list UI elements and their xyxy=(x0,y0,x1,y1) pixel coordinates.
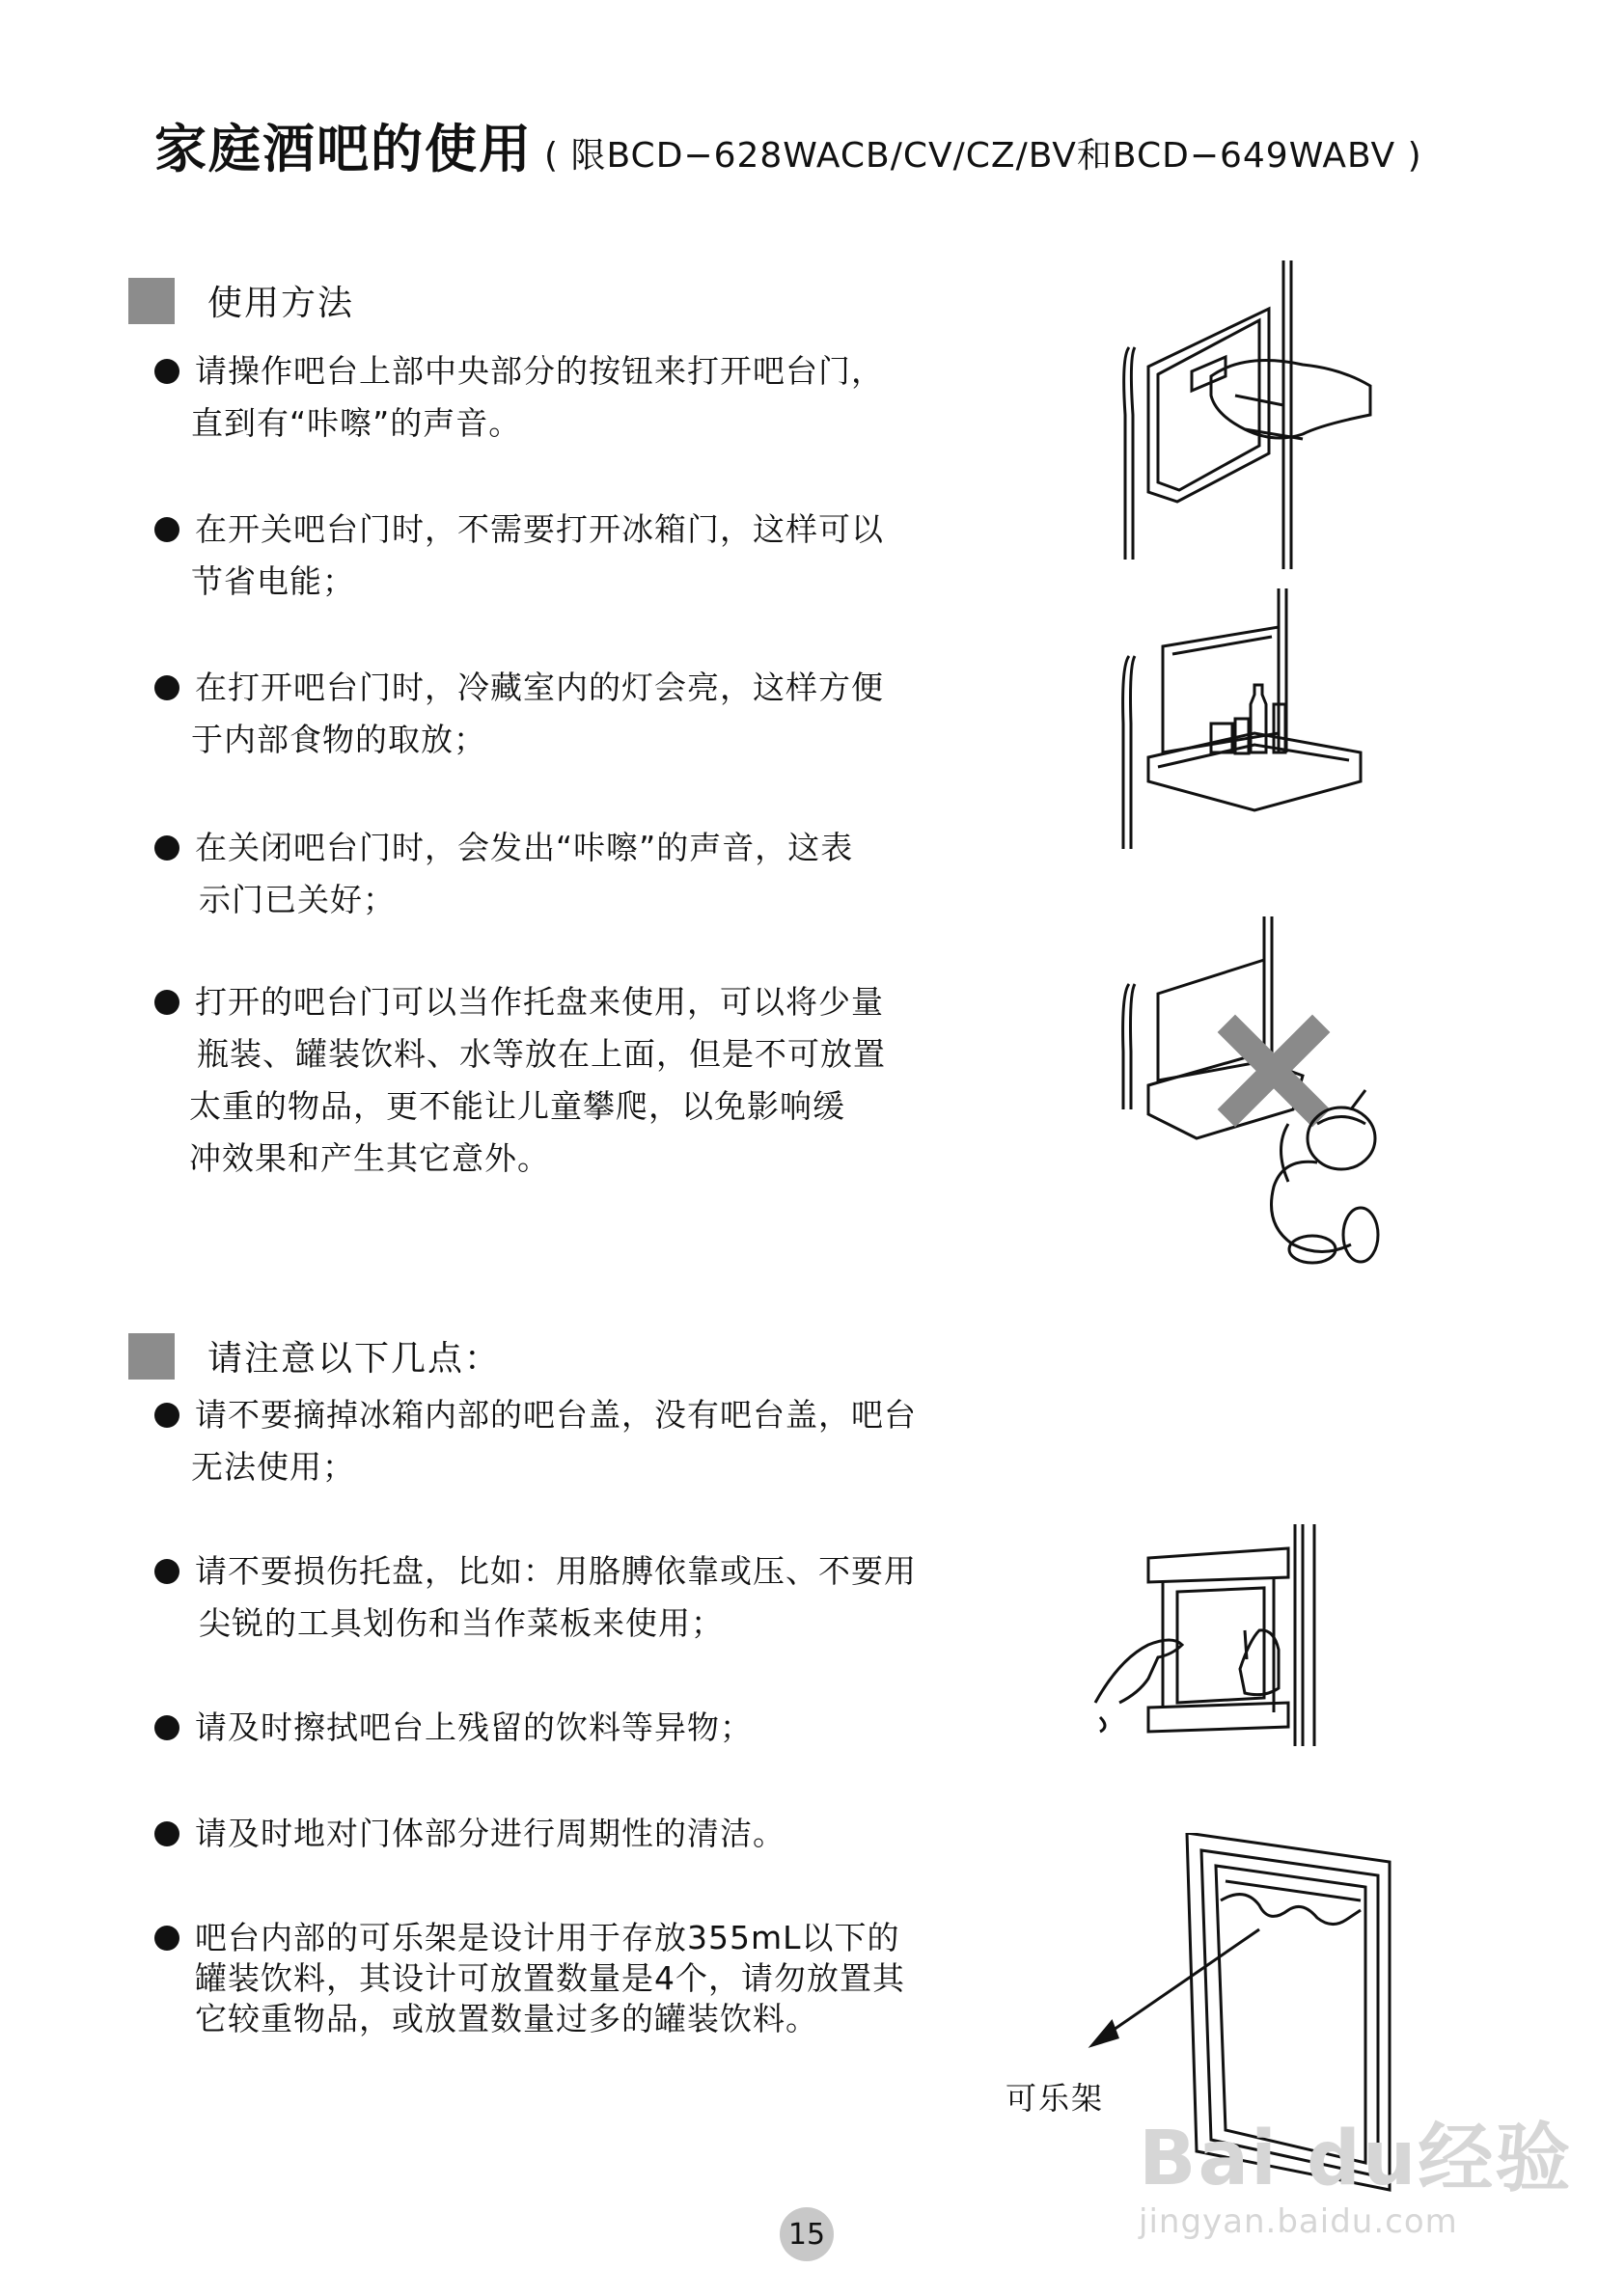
bullet-icon xyxy=(154,1559,179,1584)
bullet-icon xyxy=(154,359,179,384)
list-item xyxy=(154,1702,1004,1754)
list-item xyxy=(154,1918,1004,2039)
bullet-icon xyxy=(154,1403,179,1428)
arrow-head-icon xyxy=(1092,2022,1117,2045)
item-text: 示门已关好； xyxy=(199,881,396,918)
item-text: 在开关吧台门时，不需要打开冰箱门，这样可以 xyxy=(195,510,884,548)
item-text: 无法使用； xyxy=(191,1448,355,1486)
item-text: 它较重物品，或放置数量过多的罐装饮料。 xyxy=(195,2000,818,2037)
bullet-icon xyxy=(154,1926,179,1951)
item-text: 在打开吧台门时，冷藏室内的灯会亮，这样方便 xyxy=(195,669,884,706)
list-item xyxy=(154,1808,1004,1860)
list-item xyxy=(154,662,1004,766)
item-text: 于内部食物的取放； xyxy=(191,721,486,758)
item-text: 在关闭吧台门时，会发出“咔嚓”的声音，这表 xyxy=(195,829,854,866)
bullet-icon xyxy=(154,835,179,861)
item-text: 瓶装、罐装饮料、水等放在上面，但是不可放置 xyxy=(197,1035,886,1073)
item-text: 请操作吧台上部中央部分的按钮来打开吧台门， xyxy=(195,352,884,390)
page-title-row xyxy=(154,108,1422,179)
item-text: 请不要损伤托盘，比如：用胳膊依靠或压、不要用 xyxy=(195,1552,917,1590)
item-text: 请及时地对门体部分进行周期性的清洁。 xyxy=(195,1815,785,1852)
bullet-icon xyxy=(154,1715,179,1740)
page-number: 15 xyxy=(780,2207,834,2261)
x-mark-icon xyxy=(1235,1032,1312,1109)
bullet-icon xyxy=(154,675,179,700)
item-text: 打开的吧台门可以当作托盘来使用，可以将少量 xyxy=(195,983,884,1021)
item-text: 吧台内部的可乐架是设计用于存放355mL以下的 xyxy=(195,1919,900,1956)
figure-open-bar-door xyxy=(1119,260,1390,569)
item-text: 尖锐的工具划伤和当作菜板来使用； xyxy=(199,1604,724,1642)
bullet-icon xyxy=(154,990,179,1015)
watermark-url: jingyan.baidu.com xyxy=(1139,2202,1458,2241)
section-marker xyxy=(128,1333,175,1380)
item-text: 冲效果和产生其它意外。 xyxy=(189,1139,550,1177)
cola-rack-label: 可乐架 xyxy=(1006,2080,1105,2117)
section-marker xyxy=(128,278,175,324)
item-text: 太重的物品，更不能让儿童攀爬，以免影响缓 xyxy=(189,1087,845,1125)
figure-bar-cover-hands xyxy=(1081,1524,1332,1746)
section-heading-usage xyxy=(128,276,354,325)
list-item xyxy=(154,822,1004,926)
list-item xyxy=(154,1545,1004,1650)
item-text: 节省电能； xyxy=(191,562,355,600)
figure-bar-tray-items xyxy=(1119,588,1390,859)
item-text: 直到有“咔嚓”的声音。 xyxy=(191,404,522,442)
watermark xyxy=(1139,2098,1572,2241)
list-item xyxy=(154,345,1004,450)
list-item xyxy=(154,1389,1004,1493)
section-heading-notes xyxy=(128,1331,501,1380)
item-text: 罐装饮料，其设计可放置数量是4个，请勿放置其 xyxy=(195,1959,905,1997)
list-item xyxy=(154,504,1004,608)
figure-no-climbing-warning xyxy=(1119,916,1390,1283)
model-note: ( 限BCD−628WACB/CV/CZ/BV和BCD−649WABV ) xyxy=(544,136,1422,176)
item-text: 请及时擦拭吧台上残留的饮料等异物； xyxy=(195,1708,753,1746)
section-heading-label: 请注意以下几点： xyxy=(207,1339,502,1379)
item-text: 请不要摘掉冰箱内部的吧台盖，没有吧台盖，吧台 xyxy=(195,1396,917,1434)
list-item xyxy=(154,976,1004,1185)
page-title: 家庭酒吧的使用 xyxy=(154,119,533,179)
section-heading-label: 使用方法 xyxy=(207,284,355,323)
bullet-icon xyxy=(154,1821,179,1846)
watermark-brand: Bai du经验 xyxy=(1139,2116,1573,2202)
bullet-icon xyxy=(154,517,179,542)
